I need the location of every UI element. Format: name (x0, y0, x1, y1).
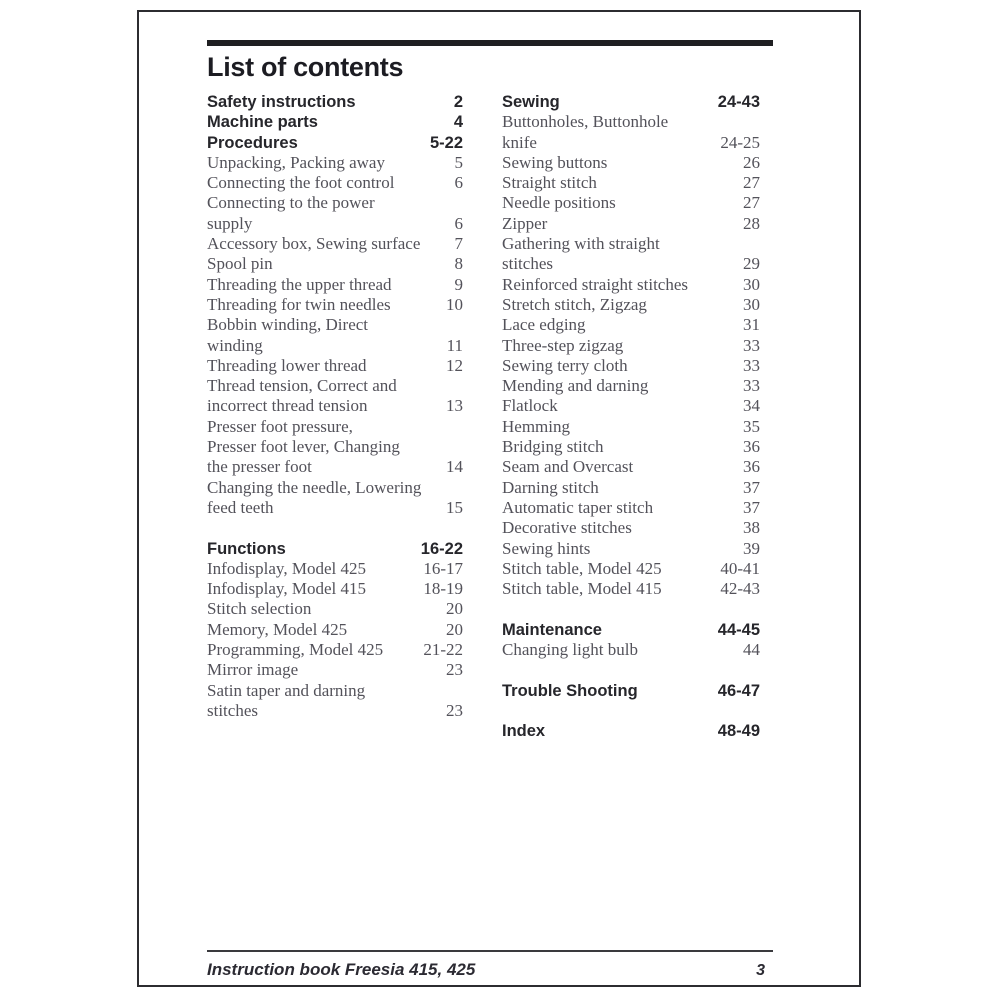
toc-entry-label: Decorative stitches (502, 518, 632, 538)
toc-row (207, 559, 463, 579)
toc-row (502, 275, 760, 295)
toc-row (207, 417, 463, 437)
toc-entry-page-number: 12 (446, 355, 463, 375)
toc-entry-page-number: 39 (743, 538, 760, 558)
toc-row (502, 112, 760, 132)
toc-row (207, 214, 463, 234)
toc-entry-label: Memory, Model 425 (207, 619, 348, 639)
toc-entry-page-number: 9 (454, 274, 463, 294)
toc-entry-label: Threading for twin needles (207, 294, 391, 314)
toc-row (502, 681, 760, 701)
toc-row (207, 457, 463, 477)
toc-entry-label: Reinforced straight stitches (502, 274, 689, 294)
toc-row (207, 153, 463, 173)
toc-row (502, 356, 760, 376)
toc-entry-page-number: 46-47 (717, 681, 760, 700)
toc-row (502, 254, 760, 274)
toc-entry-page-number: 6 (454, 213, 463, 233)
toc-entry-page-number: 30 (743, 274, 760, 294)
toc-entry-page-number: 36 (743, 437, 760, 457)
toc-entry-page-number: 33 (743, 376, 760, 396)
toc-entry-label: Zipper (502, 213, 548, 233)
toc-entry-label: Sewing buttons (502, 152, 608, 172)
toc-entry-label: Accessory box, Sewing surface (207, 234, 421, 254)
toc-entry-label: Connecting to the power (207, 193, 375, 213)
toc-entry-label: Spool pin (207, 254, 273, 274)
toc-entry-page-number: 16-17 (423, 558, 463, 578)
toc-row (502, 376, 760, 396)
toc-row (502, 518, 760, 538)
document-page (137, 10, 861, 987)
toc-entry-label: Gathering with straight (502, 234, 660, 254)
toc-row (502, 153, 760, 173)
toc-entry-page-number: 8 (454, 254, 463, 274)
toc-entry-page-number: 21-22 (423, 640, 463, 660)
toc-row (502, 214, 760, 234)
footer-rule-line (207, 950, 773, 952)
toc-entry-label: Presser foot lever, Changing (207, 437, 400, 457)
toc-row (502, 396, 760, 416)
toc-entry-page-number: 36 (743, 457, 760, 477)
toc-row (207, 498, 463, 518)
toc-entry-label: Safety instructions (207, 93, 356, 111)
toc-entry-label: Hemming (502, 416, 570, 436)
toc-entry-label: Mirror image (207, 660, 299, 680)
toc-row (207, 478, 463, 498)
toc-row (502, 640, 760, 660)
toc-row (207, 295, 463, 315)
footer-page-number: 3 (756, 962, 765, 979)
toc-entry-page-number: 42-43 (720, 579, 760, 599)
toc-row (502, 478, 760, 498)
toc-entry-label: Threading the upper thread (207, 274, 392, 294)
toc-row (502, 315, 760, 335)
toc-row (502, 539, 760, 559)
toc-entry-label: Threading lower thread (207, 355, 367, 375)
toc-entry-label: the presser foot (207, 457, 312, 477)
toc-entry-label: Straight stitch (502, 173, 597, 193)
toc-entry-page-number: 5-22 (429, 133, 463, 152)
toc-column-right (502, 92, 760, 742)
toc-entry-label: Lace edging (502, 315, 586, 335)
toc-entry-page-number: 33 (743, 335, 760, 355)
toc-entry-page-number: 28 (743, 213, 760, 233)
toc-entry-label: Sewing terry cloth (502, 355, 628, 375)
toc-entry-page-number: 5 (454, 152, 463, 172)
toc-entry-label: Automatic taper stitch (502, 497, 654, 517)
toc-entry-page-number: 29 (743, 254, 760, 274)
toc-entry-label: Buttonholes, Buttonhole (502, 112, 669, 132)
toc-entry-page-number: 31 (743, 315, 760, 335)
toc-entry-page-number: 37 (743, 477, 760, 497)
toc-entry-page-number: 10 (446, 294, 463, 314)
toc-row (207, 336, 463, 356)
toc-row (502, 336, 760, 356)
toc-row (207, 660, 463, 680)
toc-entry-label: Three-step zigzag (502, 335, 624, 355)
toc-entry-label: Stitch table, Model 425 (502, 558, 662, 578)
toc-entry-page-number: 20 (446, 599, 463, 619)
toc-entry-label: Sewing hints (502, 538, 591, 558)
toc-entry-label: Maintenance (502, 620, 602, 639)
toc-row (207, 133, 463, 153)
toc-entry-label: Presser foot pressure, (207, 416, 353, 436)
toc-entry-page-number: 27 (743, 173, 760, 193)
toc-entry-label: Infodisplay, Model 415 (207, 579, 366, 599)
toc-row (207, 599, 463, 619)
toc-row (207, 112, 463, 132)
toc-entry-label: Seam and Overcast (502, 457, 634, 477)
toc-row (207, 640, 463, 660)
toc-entry-page-number: 24-25 (720, 132, 760, 152)
toc-row (207, 193, 463, 213)
toc-entry-page-number: 23 (446, 700, 463, 720)
toc-entry-page-number: 44-45 (717, 620, 760, 639)
toc-row (502, 173, 760, 193)
toc-entry-label: supply (207, 213, 253, 233)
toc-entry-page-number: 26 (743, 152, 760, 172)
toc-entry-label: incorrect thread tension (207, 396, 368, 416)
toc-entry-label: Functions (207, 539, 286, 558)
toc-entry-label: Changing light bulb (502, 640, 638, 660)
toc-entry-label: Infodisplay, Model 425 (207, 558, 366, 578)
toc-entry-label: Stitch selection (207, 599, 312, 619)
toc-entry-label: Mending and darning (502, 376, 649, 396)
toc-entry-page-number: 23 (446, 660, 463, 680)
toc-entry-page-number: 37 (743, 497, 760, 517)
toc-entry-label: Programming, Model 425 (207, 640, 384, 660)
toc-entry-page-number: 24-43 (717, 93, 760, 111)
toc-entry-label: Connecting the foot control (207, 173, 395, 193)
toc-row (502, 417, 760, 437)
toc-row (502, 295, 760, 315)
toc-row (207, 356, 463, 376)
toc-row (207, 396, 463, 416)
toc-entry-label: knife (502, 132, 537, 152)
toc-row (502, 193, 760, 213)
toc-entry-page-number: 15 (446, 497, 463, 517)
page-title: List of contents (207, 52, 404, 82)
toc-row (207, 92, 463, 112)
toc-row (207, 234, 463, 254)
toc-entry-page-number: 40-41 (720, 558, 760, 578)
toc-row (207, 701, 463, 721)
toc-entry-label: Index (502, 722, 546, 741)
toc-entry-label: Procedures (207, 133, 298, 152)
toc-row (502, 579, 760, 599)
toc-entry-page-number: 2 (453, 93, 463, 111)
toc-entry-label: Bridging stitch (502, 437, 604, 457)
footer-book-title: Instruction book Freesia 415, 425 (207, 960, 476, 979)
toc-entry-page-number: 34 (743, 396, 760, 416)
toc-row (502, 559, 760, 579)
contents-columns (207, 92, 760, 742)
toc-column-left (207, 92, 463, 742)
toc-entry-page-number: 11 (446, 335, 463, 355)
toc-entry-page-number: 14 (446, 457, 463, 477)
toc-row (502, 457, 760, 477)
toc-entry-page-number: 48-49 (717, 722, 760, 741)
toc-row (207, 376, 463, 396)
toc-row (502, 437, 760, 457)
toc-row (207, 315, 463, 335)
toc-entry-label: Satin taper and darning (207, 680, 366, 700)
toc-row (207, 254, 463, 274)
toc-entry-page-number: 30 (743, 294, 760, 314)
toc-entry-label: Stitch table, Model 415 (502, 579, 662, 599)
footer (207, 956, 773, 980)
toc-row (502, 133, 760, 153)
toc-entry-label: Darning stitch (502, 477, 599, 497)
toc-entry-label: stitches (207, 700, 258, 720)
toc-entry-page-number: 6 (454, 173, 463, 193)
toc-entry-label: winding (207, 335, 263, 355)
toc-entry-page-number: 7 (454, 234, 463, 254)
toc-entry-label: Stretch stitch, Zigzag (502, 294, 647, 314)
toc-entry-label: Trouble Shooting (502, 681, 638, 700)
toc-entry-label: Machine parts (207, 113, 318, 132)
toc-entry-label: Needle positions (502, 193, 616, 213)
toc-entry-page-number: 13 (446, 396, 463, 416)
toc-entry-page-number: 44 (743, 640, 760, 660)
toc-row (207, 681, 463, 701)
toc-row (502, 234, 760, 254)
toc-entry-label: stitches (502, 254, 553, 274)
toc-row (207, 539, 463, 559)
toc-entry-page-number: 27 (743, 193, 760, 213)
toc-row (502, 620, 760, 640)
toc-entry-page-number: 4 (453, 113, 463, 132)
toc-entry-label: Unpacking, Packing away (207, 152, 385, 172)
toc-entry-label: Bobbin winding, Direct (207, 315, 369, 335)
toc-entry-page-number: 18-19 (423, 579, 463, 599)
toc-entry-label: Flatlock (502, 396, 558, 416)
toc-entry-label: Sewing (502, 93, 560, 111)
toc-row (502, 498, 760, 518)
toc-entry-page-number: 16-22 (420, 539, 463, 558)
toc-entry-label: Thread tension, Correct and (207, 376, 397, 396)
toc-row (207, 275, 463, 295)
toc-row (502, 92, 760, 112)
toc-entry-page-number: 38 (743, 518, 760, 538)
toc-row (207, 173, 463, 193)
toc-entry-page-number: 20 (446, 619, 463, 639)
toc-row (207, 579, 463, 599)
toc-entry-page-number: 35 (743, 416, 760, 436)
title-rule-bar (207, 40, 773, 46)
toc-entry-page-number: 33 (743, 355, 760, 375)
toc-row (502, 721, 760, 741)
toc-row (207, 620, 463, 640)
toc-entry-label: feed teeth (207, 497, 274, 517)
toc-entry-label: Changing the needle, Lowering (207, 477, 422, 497)
toc-row (207, 437, 463, 457)
